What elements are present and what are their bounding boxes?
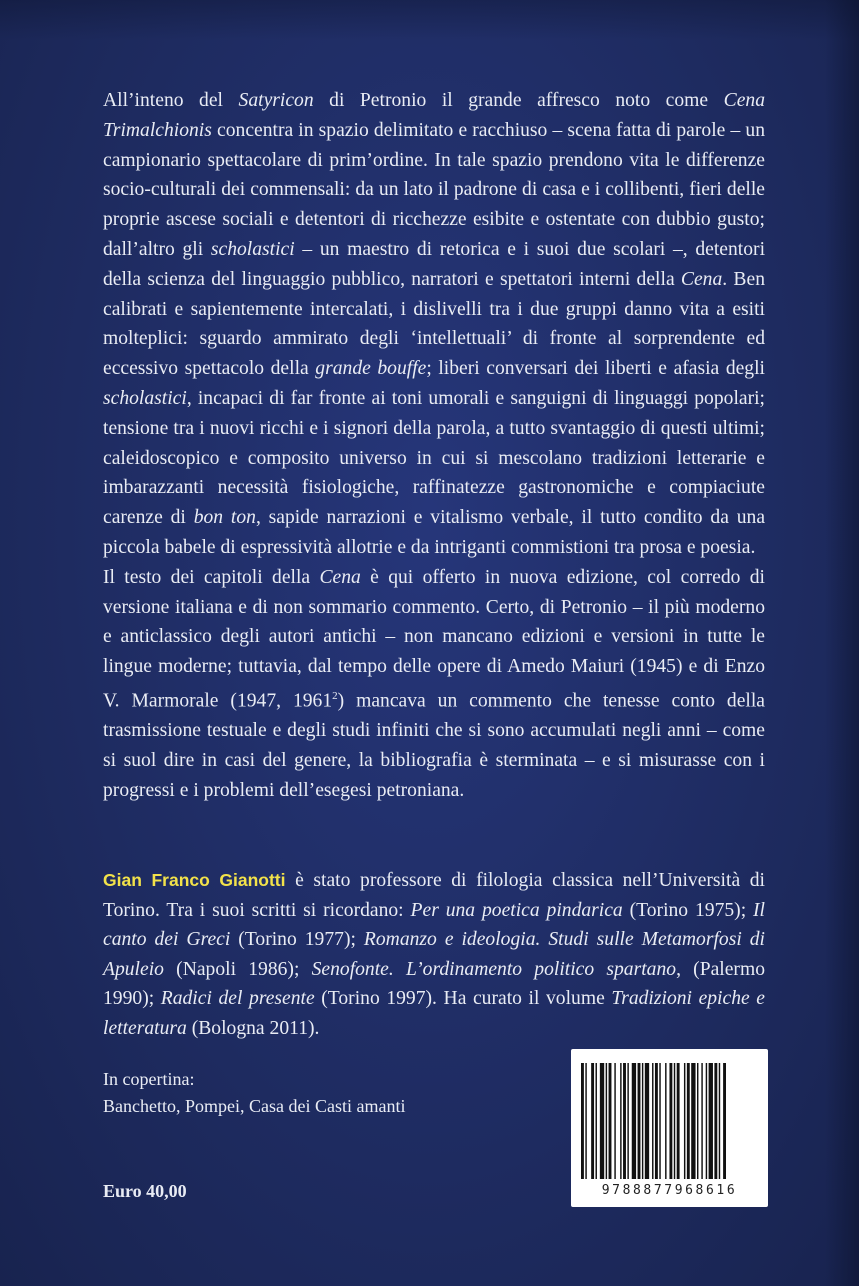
barcode-bar (669, 1063, 672, 1179)
text-run: Il testo dei capitoli della (103, 566, 320, 588)
barcode-bar (596, 1063, 597, 1179)
isbn-barcode (571, 1049, 768, 1207)
italic-run: Satyricon (238, 90, 314, 111)
text-run: , incapaci di far fronte ai toni umorali e sanguigni di linguaggi popolari; tensione tra i nuovi ricchi e i signori della parola, a tutto svantaggio di questi ultimi; caleidoscopico e composito universo in cui si mescolano tradizioni letterarie e imbarazzanti necessità fisiologiche, raffinatezze gastronomiche e compiaciute carenze di (103, 387, 765, 529)
italic-run: Romanzo e ideologia. Studi sulle Metamorfosi di Apuleio (103, 929, 765, 980)
italic-run: grande bouffe (315, 358, 427, 380)
italic-run: Cena (680, 268, 723, 290)
text-run: concentra in spazio delimitato e racchiuso – scena fatta di parole – un campionario spettacolare di prim’ordine. In tale spazio prendono vita le differenze socio-culturali dei commensali: da un lato il padrone di casa e i collibenti, fieri delle proprie ascese sociali e detentori di ricchezze esibite e ostentate con dubbio gusto; dall’altro gli (103, 119, 765, 260)
blurb-paragraph-1 (103, 86, 765, 563)
barcode-bar (665, 1063, 666, 1179)
author-bio (103, 866, 765, 1044)
italic-run: Cena Trimalchionis (103, 90, 765, 141)
text-run: , (Palermo 1990); (103, 958, 765, 1010)
barcode-bar (655, 1063, 658, 1179)
text-run: ) mancava un commento che tenesse conto della trasmissione testuale e degli studi infiniti che si sono accumulati negli anni – come si suol dire in casi del genere, la bibliografia è sterminata – e si misurasse con i progressi e i problemi dell’esegesi petroniana. (103, 690, 765, 801)
barcode-bar (652, 1063, 653, 1179)
barcode-bar (623, 1063, 626, 1179)
italic-run: scholastici (210, 238, 295, 260)
blurb-paragraph-2 (103, 563, 765, 806)
italic-run: Tradizioni epiche e letteratura (103, 988, 765, 1039)
italic-run: bon ton (193, 507, 256, 529)
italic-run: Il canto dei Greci (103, 899, 765, 951)
barcode-bar (627, 1063, 628, 1179)
text-run: ; liberi conversari dei liberti e afasia degli (426, 358, 765, 380)
barcode-bar (591, 1063, 594, 1179)
italic-run: Per una poetica pindarica (410, 899, 623, 921)
barcode-bar (609, 1063, 612, 1179)
barcode-bar (620, 1063, 621, 1179)
italic-run: scholastici (103, 387, 187, 409)
text-run: . Ben calibrati e sapientemente intercalati, i dislivelli tra i due gruppi danno vita a esiti molteplici: sguardo ammirato degli ‘intellettuali’ di fronte al sorprendente ed eccessivo spettacolo della (103, 268, 765, 380)
author-bio-paragraph (103, 866, 765, 1044)
superscript-run: 2 (332, 689, 338, 702)
barcode-bar (691, 1063, 695, 1179)
italic-run: Senofonte. L’ordinamento politico spartano (311, 958, 677, 980)
barcode-bar (581, 1063, 584, 1179)
barcode-bar (632, 1063, 636, 1179)
text-run: All’inteno del (103, 90, 239, 111)
text-run: , sapide narrazioni e vitalismo verbale, il tutto condito da una piccola babele di espressività allotrie e da intriganti commistioni tra prosa e poesia. (103, 507, 766, 558)
italic-run: Radici del presente (160, 988, 315, 1010)
barcode-bar (719, 1063, 720, 1179)
barcode-bar (674, 1063, 675, 1179)
back-cover-blurb (103, 86, 765, 806)
cover-edge-shadow (825, 0, 859, 1286)
barcode-bar (600, 1063, 604, 1179)
price: Euro 40,00 (103, 1181, 187, 1201)
barcode-bar (614, 1063, 615, 1179)
barcode-bar (697, 1063, 698, 1179)
text-run: di Petronio il grande affresco noto come (313, 90, 724, 111)
cover-top-shadow (0, 0, 859, 40)
barcode-bar (638, 1063, 641, 1179)
text-run: – un maestro di retorica e i suoi due scolari –, detentori della scienza del linguaggio pubblico, narratori e spettatori interni della (103, 238, 766, 290)
text-run: (Napoli 1986); (163, 958, 312, 980)
text-run: (Torino 1975); (622, 899, 754, 921)
text-run: (Bologna 2011). (186, 1017, 320, 1039)
italic-run: Cena (319, 566, 361, 588)
barcode-bar (642, 1063, 643, 1179)
author-name: Gian Franco Gianotti (103, 870, 286, 890)
text-run: (Torino 1977); (230, 929, 364, 951)
barcode-bar (706, 1063, 707, 1179)
text-run: (Torino 1997). Ha curato il volume (314, 988, 612, 1010)
barcode-bar (606, 1063, 607, 1179)
text-run: è stato professore di filologia classica nell’Università di Torino. Tra i suoi scritti si ricordano: (103, 870, 765, 921)
barcode-bar (659, 1063, 660, 1179)
barcode-bar (645, 1063, 649, 1179)
barcode-bar (677, 1063, 680, 1179)
cover-note-text: Banchetto, Pompei, Casa dei Casti amanti (103, 1096, 406, 1116)
text-run: è qui offerto in nuova edizione, col corredo di versione italiana e di non sommario commento. Certo, di Petronio – il più moderno e anticlassico degli autori antichi – non mancano edizioni e versioni in tutte le lingue moderne; tuttavia, dal tempo delle opere di Amedo Maiuri (1945) e di Enzo V. Marmorale (1947, 1961 (103, 566, 765, 712)
barcode-bar (684, 1063, 685, 1179)
isbn-number: 9788877968616 (601, 1183, 738, 1198)
author-bio-text (103, 870, 765, 1039)
barcode-bar (585, 1063, 586, 1179)
barcode-bar (714, 1063, 717, 1179)
barcode-bar (701, 1063, 702, 1179)
barcode-bar (709, 1063, 713, 1179)
cover-illustration-note (103, 1066, 405, 1120)
barcode-bar (723, 1063, 726, 1179)
barcode-bar (687, 1063, 690, 1179)
cover-note-label: In copertina: (103, 1069, 195, 1089)
